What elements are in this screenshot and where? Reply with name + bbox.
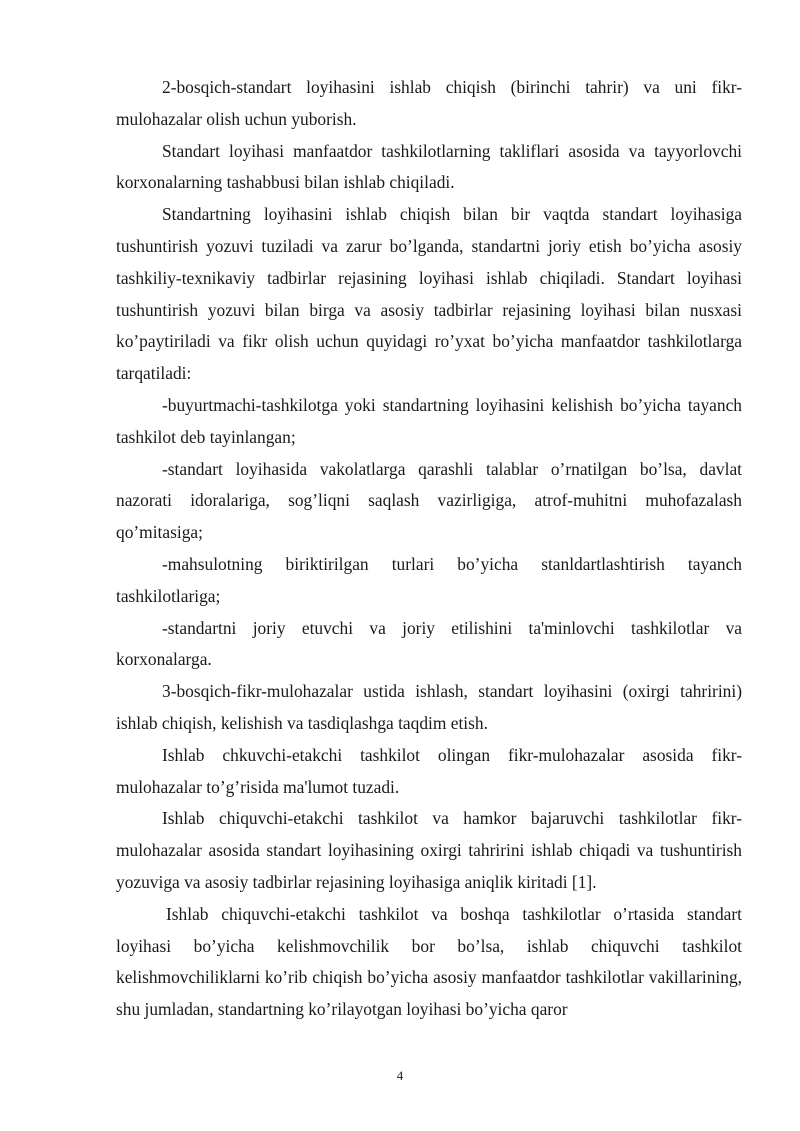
list-item-customer-organization: -buyurtmachi-tashkilotga yoki standartning loyihasini kelishish bo’yicha tayanch tashkilot deb tayinlangan; bbox=[116, 394, 742, 447]
list-item-state-control-bodies: -standart loyihasida vakolatlarga qarashli talablar o’rnatilgan bo’lsa, davlat nazorati idoralariga, sog’liqni saqlash vazirligiga, atrof-muhitni muhofazalash qo’mitasiga; bbox=[116, 458, 742, 543]
paragraph-disagreements: Ishlab chiquvchi-etakchi tashkilot va boshqa tashkilotlar o’rtasida standart loyihasi bo’yicha kelishmovchilik bor bo’lsa, ishlab chiquvchi tashkilot kelishmovchiliklarni ko’rib chiqish bo’yicha asosiy manfaatdor tashkilotlar vakillarining, shu jumladan, standartning ko’rilayotgan loyihasi bo’yicha qaror bbox=[116, 903, 742, 1020]
paragraph-stage-3: 3-bosqich-fikr-mulohazalar ustida ishlash, standart loyihasini (oxirgi tahririni) ishlab chiqish, kelishish va tasdiqlashga taqdim etish. bbox=[116, 681, 742, 733]
list-item-implementing-organizations: -standartni joriy etuvchi va joriy etilishini ta'minlovchi tashkilotlar va korxonalarga. bbox=[116, 617, 742, 670]
paragraph-stage-2: 2-bosqich-standart loyihasini ishlab chiqish (birinchi tahrir) va uni fikr-mulohazalar olish uchun yuborish. bbox=[116, 77, 742, 129]
list-item-base-organizations: -mahsulotning biriktirilgan turlari bo’yicha stanldartlashtirish tayanch tashkilotlariga; bbox=[116, 553, 742, 606]
paragraph-final-edition: Ishlab chiquvchi-etakchi tashkilot va hamkor bajaruvchi tashkilotlar fikr-mulohazalar asosida standart loyihasining oxirgi tahririni ishlab chiqadi va tushuntirish yozuviga va asosiy tadbirlar rejasining loyihasiga aniqlik kiritadi [1]. bbox=[116, 808, 742, 892]
paragraph-draft-basis: Standart loyihasi manfaatdor tashkilotlarning takliflari asosida va tayyorlovchi korxonalarning tashabbusi bilan ishlab chiqiladi. bbox=[116, 140, 742, 193]
page-number: 4 bbox=[396, 1068, 404, 1083]
paragraph-feedback-summary: Ishlab chkuvchi-etakchi tashkilot olingan fikr-mulohazalar asosida fikr-mulohazalar to’g’risida ma'lumot tuzadi. bbox=[116, 744, 742, 797]
body-text bbox=[116, 72, 742, 1026]
paragraph-explanatory-note: Standartning loyihasini ishlab chiqish bilan bir vaqtda standart loyihasiga tushuntirish yozuvi tuziladi va zarur bo’lganda, standartni joriy etish bo’yicha asosiy tashkiliy-texnikaviy tadbirlar rejasining loyihasi ishlab chiqiladi. Standart loyihasi tushuntirish yozuvi bilan birga va asosiy tadbirlar rejasining loyihasi bilan nusxasi ko’paytiriladi va fikr olish uchun quyidagi ro’yxat bo’yicha manfaatdor tashkilotlarga tarqatiladi: bbox=[116, 204, 742, 384]
